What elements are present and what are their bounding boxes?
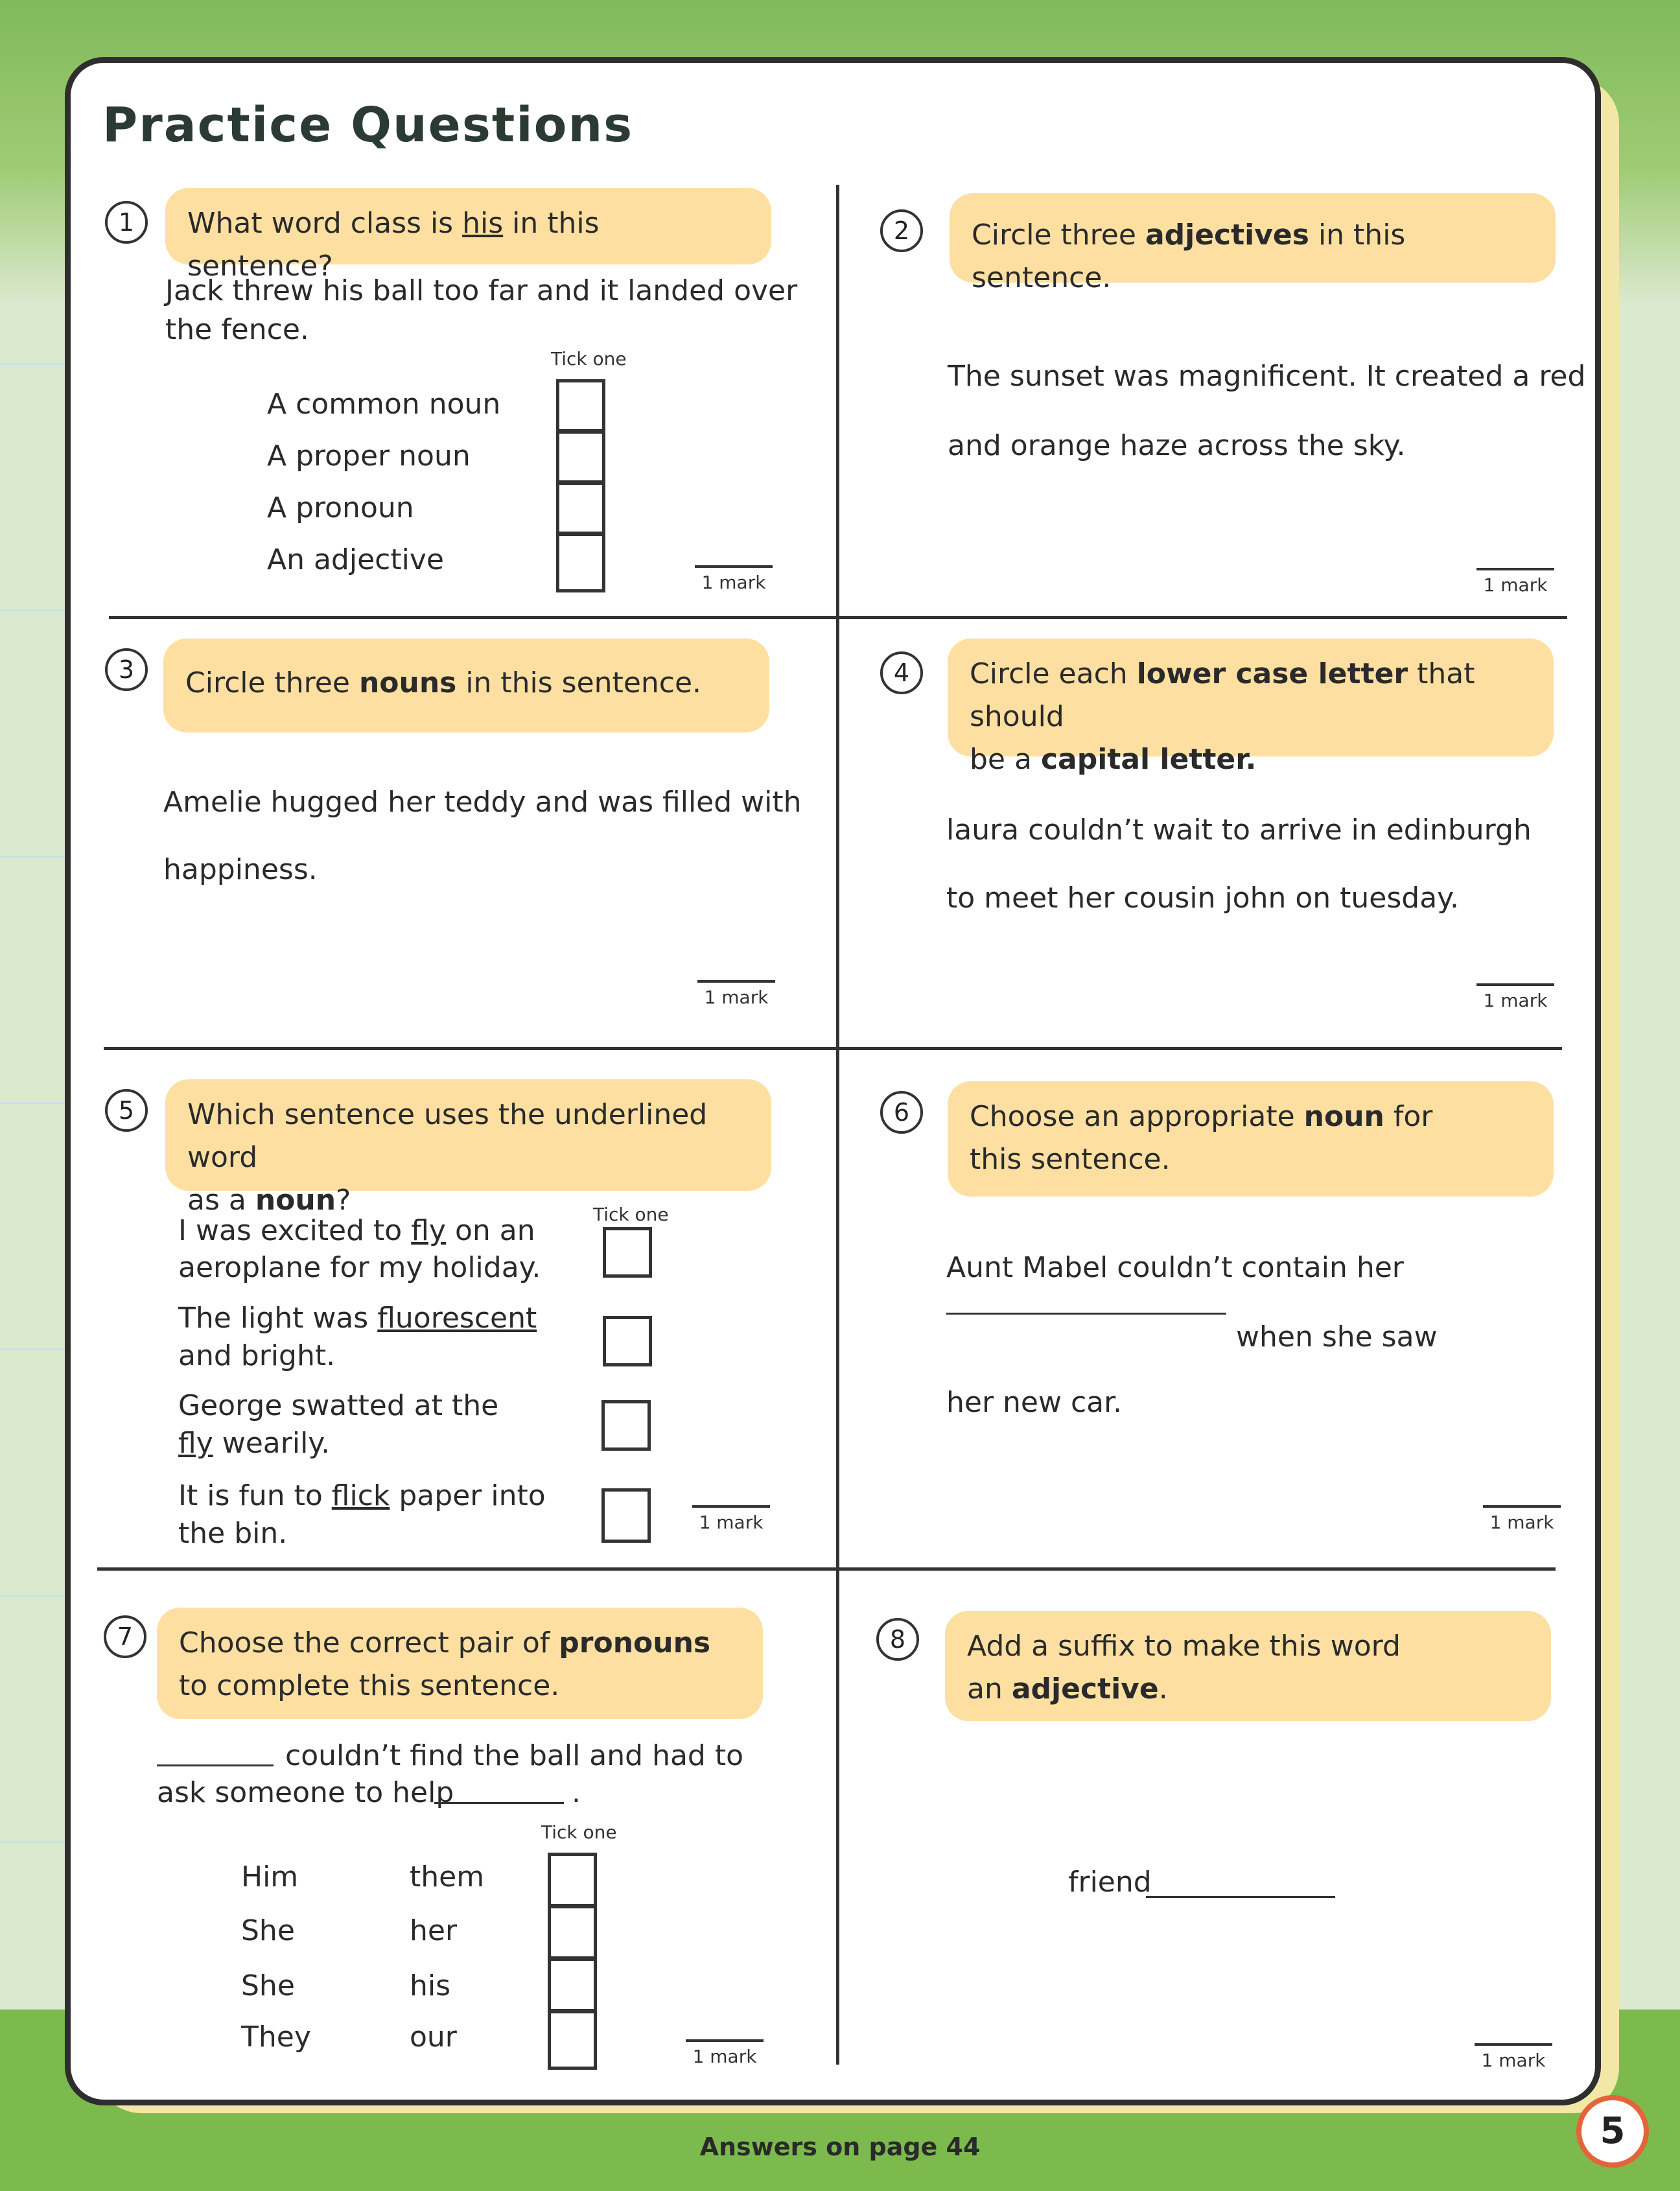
prompt-line [967, 1668, 1529, 1711]
pronoun-first: They [241, 2021, 311, 2054]
prompt-line [970, 1096, 1532, 1138]
sentence-line: her new car. [946, 1386, 1123, 1419]
option-text: on an [445, 1214, 535, 1247]
option-line: aeroplane for my holiday. [178, 1251, 541, 1284]
prompt-line [970, 653, 1532, 738]
underlined-word: fly [411, 1214, 446, 1247]
prompt-bold-word: capital letter. [1040, 743, 1257, 776]
tick-box[interactable] [556, 379, 605, 432]
underlined-word: fly [178, 1427, 213, 1460]
prompt-bold-word: nouns [358, 666, 457, 699]
prompt-text: Choose the correct pair of [179, 1626, 559, 1659]
mark-label: 1 mark [686, 2039, 764, 2067]
option-line: the bin. [178, 1517, 288, 1550]
question-number: 5 [105, 1089, 148, 1132]
ruled-line [0, 609, 65, 611]
tick-box[interactable] [603, 1316, 652, 1366]
prompt-text: as a [187, 1184, 255, 1217]
ruled-line [0, 1841, 65, 1843]
prompt-text: Circle three [185, 666, 359, 699]
tick-label: Tick one [593, 1204, 669, 1225]
prompt-text: . [1158, 1672, 1168, 1705]
sentence-line: to meet her cousin john on tuesday. [946, 882, 1459, 915]
option-line: George swatted at the [178, 1389, 499, 1422]
base-word: friend [1068, 1866, 1152, 1899]
ruled-line [0, 856, 65, 858]
row-divider [109, 616, 1567, 619]
prompt-text: What word class is [187, 207, 463, 240]
answer-option: A pronoun [267, 491, 414, 524]
ruled-line [0, 1348, 65, 1350]
prompt-bold-word: lower case letter [1136, 657, 1408, 690]
prompt-text: Circle three [972, 218, 1145, 252]
row-divider [104, 1047, 1562, 1050]
question-prompt [163, 639, 769, 732]
sentence-line: Aunt Mabel couldn’t contain her [946, 1251, 1404, 1284]
prompt-line [970, 738, 1532, 781]
mark-label: 1 mark [692, 1505, 770, 1533]
answer-option: A proper noun [267, 439, 471, 473]
prompt-line: Which sentence uses the underlined word [187, 1098, 708, 1174]
question-prompt [945, 1611, 1551, 1721]
mark-label: 1 mark [1476, 983, 1554, 1011]
mark-label: 1 mark [695, 565, 773, 593]
question-number: 4 [880, 651, 923, 694]
question-number: 7 [104, 1615, 146, 1658]
option-line [178, 1479, 546, 1512]
option-line [178, 1302, 537, 1335]
prompt-line: to complete this sentence. [179, 1669, 560, 1702]
page-title: Practice Questions [102, 97, 634, 153]
sentence-line: and orange haze across the sky. [948, 429, 1406, 462]
prompt-text: in this sentence? [187, 207, 600, 283]
mark-label: 1 mark [1475, 2043, 1552, 2071]
prompt-bold-word: adjectives [1145, 218, 1309, 252]
question-prompt [948, 639, 1554, 776]
tick-box[interactable] [556, 533, 605, 592]
prompt-text: Choose an appropriate [970, 1100, 1304, 1133]
question-number: 2 [880, 209, 923, 252]
option-line [178, 1427, 330, 1460]
page-number-badge: 5 [1576, 2095, 1649, 2168]
tick-label: Tick one [541, 1822, 617, 1843]
prompt-bold-word: noun [1303, 1100, 1384, 1133]
center-divider [836, 185, 839, 2065]
tick-box[interactable] [548, 1853, 597, 1907]
tick-box[interactable] [548, 2010, 597, 2070]
sentence-line: Amelie hugged her teddy and was filled with [163, 786, 802, 819]
question-prompt [165, 188, 771, 283]
pronoun-second: our [410, 2021, 457, 2054]
prompt-line [179, 1622, 741, 1665]
tick-box[interactable] [556, 482, 605, 535]
option-text: It is fun to [178, 1479, 332, 1512]
pronoun-first: She [241, 1969, 295, 2002]
answer-option: A common noun [267, 388, 501, 421]
question-prompt [948, 1081, 1554, 1197]
prompt-text: in this sentence. [456, 666, 702, 699]
answer-blank[interactable] [157, 1764, 274, 1766]
tick-box[interactable] [601, 1488, 651, 1543]
answers-footer: Answers on page 44 [699, 2133, 981, 2161]
pronoun-second: his [410, 1969, 451, 2002]
tick-label: Tick one [551, 348, 627, 369]
sentence-line: The sunset was magnificent. It created a red [948, 360, 1586, 393]
ruled-line [0, 363, 65, 365]
pronoun-first: Him [241, 1860, 299, 1893]
sentence-end: . [572, 1776, 581, 1809]
option-line [178, 1214, 535, 1247]
suffix-blank[interactable] [1146, 1896, 1335, 1898]
option-text: The light was [178, 1302, 378, 1335]
question-number: 3 [105, 648, 148, 691]
sentence-line: Jack threw his ball too far and it landed over [165, 274, 798, 307]
pronoun-first: She [241, 1914, 295, 1947]
question-number: 1 [105, 201, 148, 244]
mark-label: 1 mark [697, 980, 775, 1008]
prompt-line: this sentence. [970, 1143, 1171, 1176]
tick-box[interactable] [548, 1905, 597, 1960]
prompt-text: Circle each [970, 657, 1137, 690]
prompt-text: in this sentence. [972, 218, 1406, 294]
prompt-text: an [967, 1672, 1012, 1705]
prompt-underlined-word: his [462, 207, 504, 240]
prompt-text: be a [970, 743, 1041, 776]
mark-label: 1 mark [1483, 1505, 1561, 1533]
pronoun-second: them [410, 1860, 485, 1893]
prompt-bold-word: pronouns [559, 1626, 711, 1659]
answer-option: An adjective [267, 543, 444, 576]
question-number: 8 [876, 1618, 919, 1661]
option-text: paper into [390, 1479, 546, 1512]
option-text: I was excited to [178, 1214, 412, 1247]
tick-box[interactable] [603, 1227, 652, 1278]
ruled-line [0, 1595, 65, 1597]
prompt-bold-word: noun [255, 1184, 336, 1217]
prompt-text: that should [970, 657, 1475, 733]
answer-blank[interactable] [946, 1313, 1226, 1315]
sentence-line: the fence. [165, 313, 309, 346]
sentence-line: couldn’t find the ball and had to [285, 1739, 744, 1772]
tick-box[interactable] [548, 1958, 597, 2012]
option-text: wearily. [213, 1427, 331, 1460]
tick-box[interactable] [601, 1400, 651, 1451]
prompt-text: for [1384, 1100, 1433, 1133]
prompt-text: ? [336, 1184, 351, 1217]
prompt-line: Add a suffix to make this word [967, 1630, 1401, 1663]
ruled-line [0, 1102, 65, 1104]
answer-blank[interactable] [434, 1802, 564, 1804]
underlined-word: fluorescent [377, 1302, 537, 1335]
sentence-line: happiness. [163, 853, 318, 886]
option-line: and bright. [178, 1339, 336, 1372]
question-prompt [950, 193, 1556, 294]
underlined-word: flick [331, 1479, 390, 1512]
question-prompt [157, 1608, 763, 1719]
tick-box[interactable] [556, 430, 605, 484]
question-number: 6 [880, 1091, 923, 1134]
sentence-line: when she saw [1236, 1320, 1438, 1353]
row-divider [97, 1567, 1556, 1571]
sentence-line: laura couldn’t wait to arrive in edinburgh [946, 814, 1532, 847]
sentence-line: ask someone to help [157, 1776, 454, 1809]
mark-label: 1 mark [1476, 568, 1554, 596]
pronoun-second: her [410, 1914, 458, 1947]
prompt-bold-word: adjective [1011, 1672, 1159, 1705]
